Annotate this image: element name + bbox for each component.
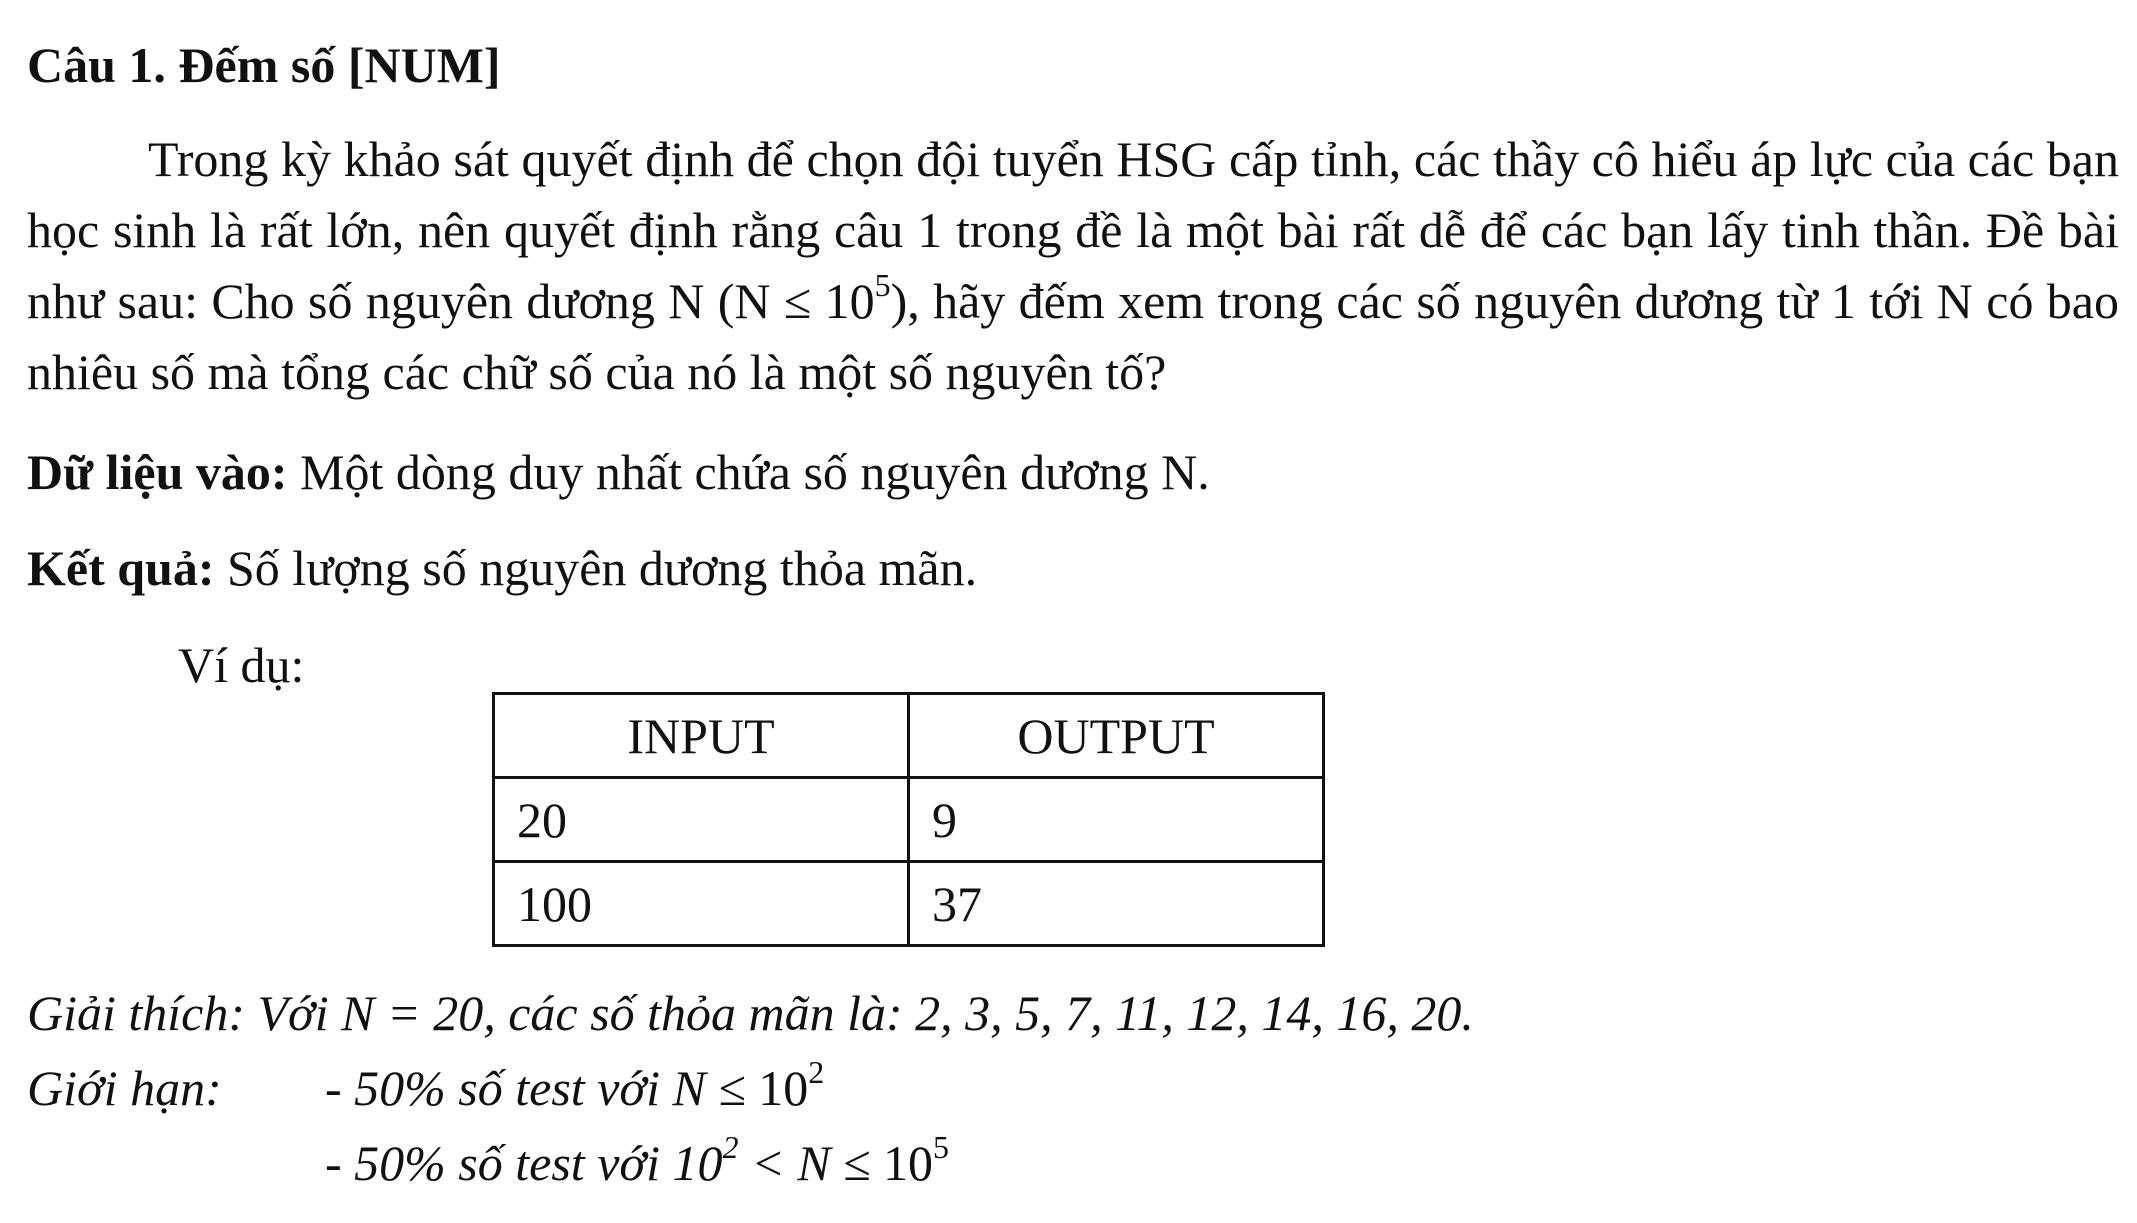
table-header-row bbox=[494, 694, 1324, 778]
table-row bbox=[494, 778, 1324, 862]
example-table bbox=[492, 692, 1325, 947]
statement-text-part2: ), hãy đếm xem trong các số nguyên dương từ 1 tới N có bao nhiêu số mà tổng các chữ số của nó là một số nguyên tố? bbox=[27, 273, 2119, 400]
table-cell-output: 9 bbox=[909, 778, 1324, 862]
input-description bbox=[27, 437, 1210, 507]
statement-exponent: 5 bbox=[874, 267, 891, 304]
problem-title: Câu 1. Đếm số [NUM] bbox=[27, 37, 501, 93]
limit-2-mid: < N ≤ bbox=[738, 1135, 883, 1191]
problem-statement bbox=[27, 124, 2119, 408]
table-row bbox=[494, 862, 1324, 946]
table-cell-input: 20 bbox=[494, 778, 909, 862]
output-description bbox=[27, 533, 977, 603]
limit-2-mid-exponent: 2 bbox=[722, 1129, 739, 1166]
limit-1-exponent: 2 bbox=[808, 1054, 825, 1091]
limit-2-base: 10 bbox=[883, 1135, 933, 1191]
limit-1-text: - 50% số test với N ≤ bbox=[325, 1060, 759, 1116]
input-label: Dữ liệu vào: bbox=[27, 444, 288, 500]
limit-2-text: - 50% số test với 10 bbox=[325, 1135, 723, 1191]
output-text: Số lượng số nguyên dương thỏa mãn. bbox=[214, 540, 978, 596]
example-label: Ví dụ: bbox=[178, 637, 305, 693]
statement-text-part1: Trong kỳ khảo sát quyết định để chọn đội tuyển HSG cấp tỉnh, các thầy cô hiểu áp lực của các bạn học sinh là rất lớn, nên quyết định rằng câu 1 trong đề là một bài rất dễ để các bạn lấy tinh thần. Đề bài như sau: Cho số nguyên dương N (N ≤ 10 bbox=[27, 131, 2119, 329]
table-cell-output: 37 bbox=[909, 862, 1324, 946]
table-cell-input: 100 bbox=[494, 862, 909, 946]
limit-2-exponent: 5 bbox=[933, 1129, 949, 1166]
table-header-input: INPUT bbox=[494, 694, 909, 778]
limit-item-1 bbox=[325, 1053, 824, 1123]
explanation: Giải thích: Với N = 20, các số thỏa mãn là: 2, 3, 5, 7, 11, 12, 14, 16, 20. bbox=[27, 985, 1474, 1041]
limit-1-base: 10 bbox=[758, 1060, 809, 1116]
limits-label: Giới hạn: bbox=[27, 1060, 222, 1116]
limit-item-2 bbox=[325, 1128, 949, 1198]
output-label: Kết quả: bbox=[27, 540, 215, 596]
table-header-output: OUTPUT bbox=[909, 694, 1324, 778]
input-text: Một dòng duy nhất chứa số nguyên dương N. bbox=[287, 444, 1210, 500]
